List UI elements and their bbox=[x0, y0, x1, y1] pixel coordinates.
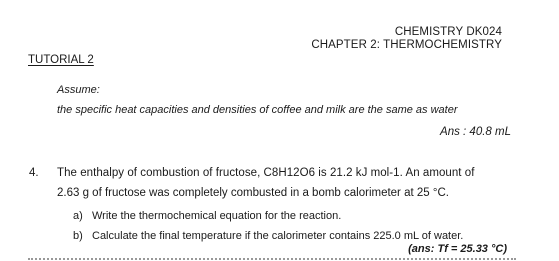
course-code: CHEMISTRY DK024 bbox=[394, 26, 502, 38]
chapter-title: CHAPTER 2: THERMOCHEMISTRY bbox=[311, 39, 502, 51]
part-a-text: Write the thermochemical equation for the reaction. bbox=[92, 210, 342, 222]
question-4-answer: (ans: Tf = 25.33 °C) bbox=[408, 243, 507, 255]
tutorial-title: TUTORIAL 2 bbox=[28, 54, 94, 66]
previous-answer: Ans : 40.8 mL bbox=[440, 126, 511, 138]
assume-label: Assume: bbox=[57, 84, 100, 96]
question-number: 4. bbox=[29, 167, 39, 179]
question-line-2: 2.63 g of fructose was completely combusted in a bomb calorimeter at 25 °C. bbox=[57, 187, 449, 199]
part-b-text: Calculate the final temperature if the calorimeter contains 225.0 mL of water. bbox=[92, 230, 464, 242]
cut-off-next-line bbox=[28, 258, 516, 260]
part-a-label: a) bbox=[73, 210, 83, 222]
part-b-label: b) bbox=[73, 230, 83, 242]
question-line-1: The enthalpy of combustion of fructose, C8H12O6 is 21.2 kJ mol-1. An amount of bbox=[57, 167, 475, 179]
assumption-text: the specific heat capacities and densities of coffee and milk are the same as water bbox=[57, 104, 458, 116]
